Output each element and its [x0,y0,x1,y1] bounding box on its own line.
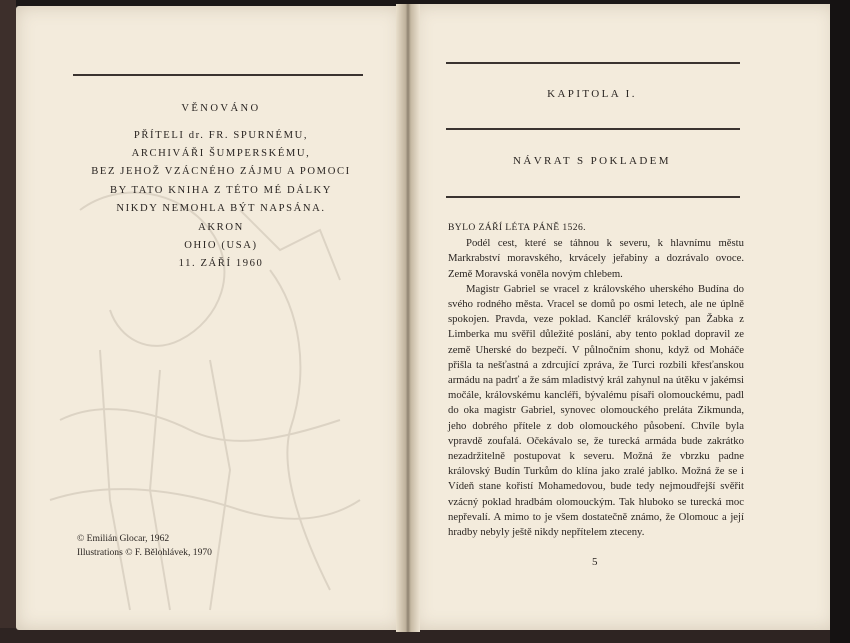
paragraph: Podél cest, které se táhnou k severu, k hlavnímu městu Markrabství moravského, krvácely jeřabiny a dozrávalo ovoce. Země Moravská voněla novým chlebem. [448,237,744,280]
paragraph: Magistr Gabriel se vracel z královského uherského Budína do svého rodného města. Vracel se domů po osmi letech, ale ne úplně spokojen. Pravda, veze poklad. Kancléř královský pan Žabka z Limberka mu svěřil důležité poslání, aby tento poklad dopravil ze země Uherské do bezpečí. V půlnočním shonu, když od Moháče přišla ta nešťastná a zdrcující zpráva, že Turci rozbili křesťanskou armádu na padrť a že sám mladistvý král zahynul na útěku v jakémsi močále, královskému kancléři, bývalému písaři olomouckému, padl do oka magistr Gabriel, synovec olomouckého preláta Zikmunda, jeho dobrého přítele z dob olomouckého působení. Chvíle byla vpravdě zoufalá. Očekávalo se, že turecká armáda bude zakrátko nezadržitelně postupovat k severu. Možná že vbrzku padne královský Budín Turkům do klína jako zralé jablko. Možná že se i Vídeň stane kořistí Mohamedovou, bude tedy nejmoudřejší svěřit vzácný poklad hradbám olomouckým. Tak hluboko se turecká moc nepřevalí. A mimo to je všem dostatečně známo, že Olomouc a její hradby nebyly ještě nikdy nepřítelem zteceny. [448,282,744,539]
left-top-rule [73,74,363,76]
dedication-title: VĚNOVÁNO [181,103,261,114]
dedication-place-date [56,219,386,274]
opening-line: BYLO ZÁŘÍ LÉTA PÁNĚ 1526. [448,222,586,233]
place-line: OHIO (USA) [184,240,258,252]
book-cover-right-edge [830,0,850,643]
book-gutter [396,4,420,632]
date-line: 11. ZÁŘÍ 1960 [178,258,264,270]
copyright-line: Illustrations © F. Bělohlávek, 1970 [77,547,212,558]
dedication-line: NIKDY NEMOHLA BÝT NAPSÁNA. [116,202,326,214]
place-line: AKRON [198,222,244,233]
right-bottom-rule [446,196,740,198]
right-middle-rule [446,128,740,130]
book-cover-bottom [0,628,850,643]
page-number: 5 [592,556,598,568]
right-top-rule [446,62,740,64]
copyright-line: © Emilián Glocar, 1962 [77,533,170,544]
chapter-number: KAPITOLA I. [547,88,637,100]
chapter-body [448,220,744,540]
copyright-notice [77,532,212,560]
dedication-line: PŘÍTELI dr. FR. SPURNÉMU, [133,130,309,141]
dedication-text [56,127,386,218]
book-cover-edge [0,0,16,643]
chapter-title: NÁVRAT S POKLADEM [513,155,671,167]
dedication-line: BEZ JEHOŽ VZÁCNÉHO ZÁJMU A POMOCI [91,166,351,178]
dedication-line: BY TATO KNIHA Z TÉTO MÉ DÁLKY [109,184,333,196]
dedication-line: ARCHIVÁŘI ŠUMPERSKÉMU, [131,148,311,160]
